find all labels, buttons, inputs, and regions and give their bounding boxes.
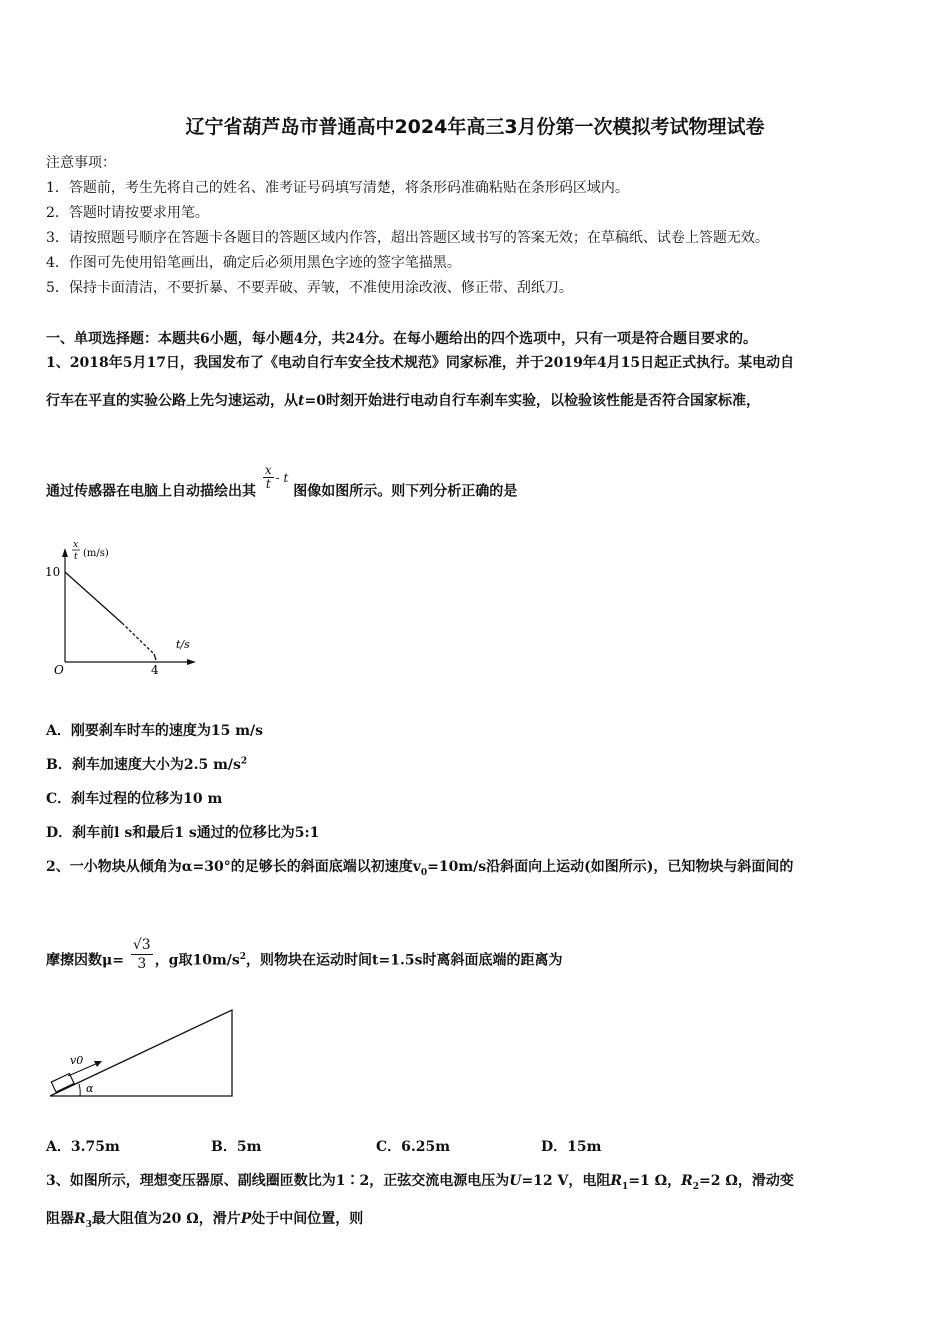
graph-line-dashed: [122, 623, 154, 654]
q3-text: =12 V，电阻: [521, 1173, 611, 1189]
q2-option-d: D．15m: [541, 1139, 602, 1155]
option-text: B．刹车加速度大小为2.5 m/s: [46, 757, 241, 773]
fraction-numerator: x: [264, 463, 272, 477]
q2-text: ，则物块在运动时间t=1.5s时离斜面底端的距离为: [246, 952, 563, 969]
q1-stem-line3: [46, 463, 518, 505]
q1-stem-line2: [46, 390, 760, 410]
origin-label: O: [54, 663, 64, 677]
y-tick-label: 10: [45, 565, 61, 579]
q3-stem-line2: [46, 1208, 363, 1230]
q2-fraction: [131, 936, 153, 973]
option-sup: 2: [240, 756, 248, 767]
block: [51, 1074, 74, 1092]
q1-option-a: A．刚要刹车时车的速度为15 m/s: [46, 723, 264, 739]
q1-var-t: t: [298, 393, 305, 409]
angle-arc: [79, 1084, 80, 1096]
q1-frac-tail: - t: [275, 470, 289, 485]
q3-text: =2 Ω，滑动变: [699, 1173, 794, 1189]
note-item: 3．请按照题号顺序在答题卡各题目的答题区域内作答，超出答题区域书写的答案无效；在草稿纸、试卷上答题无效。: [46, 230, 769, 246]
q1-option-c: C．刹车过程的位移为10 m: [46, 791, 223, 807]
note-item: 2．答题时请按要求用笔。: [46, 205, 209, 221]
q3-text: 阻器: [46, 1211, 74, 1227]
q2-options: [46, 1136, 601, 1156]
x-axis-arrow: [187, 659, 196, 665]
q1-text: 通过传感器在电脑上自动描绘出其: [46, 483, 256, 500]
section-heading: 一、单项选择题：本题共6小题，每小题4分，共24分。在每小题给出的四个选项中，只有一项是符合题目要求的。: [46, 331, 757, 347]
q1-text: 行车在平直的实验公路上先匀速运动，从: [46, 393, 298, 409]
q3-stem-line1: [46, 1170, 794, 1192]
q3-var: R: [610, 1173, 623, 1189]
q1-fraction: [263, 464, 274, 491]
q3-var: P: [240, 1211, 252, 1227]
q1-option-d: D．刹车前l s和最后1 s通过的位移比为5:1: [46, 825, 320, 841]
graph-line-end: [154, 654, 156, 660]
q2-incline-figure: [46, 1004, 241, 1104]
q3-var: U: [509, 1173, 522, 1189]
q3-text: 处于中间位置，则: [251, 1211, 364, 1227]
q2-stem-line1: [46, 856, 793, 878]
q1-text: 图像如图所示。则下列分析正确的是: [293, 483, 518, 500]
y-label-den: t: [74, 552, 78, 562]
q2-option-a: A．3.75m: [46, 1139, 120, 1155]
y-axis-arrow: [62, 548, 68, 557]
y-unit: (m/s): [83, 548, 109, 559]
q2-text: 2、一小物块从倾角为α=30°的足够长的斜面底端以初速度v: [46, 859, 421, 875]
q2-sup: 2: [239, 951, 247, 962]
q2-stem-line2: [46, 937, 563, 979]
q1-text: =0时刻开始进行电动自行车刹车实验，以检验该性能是否符合国家标准，: [304, 393, 760, 409]
q1-option-b: [46, 754, 247, 774]
incline-triangle: [50, 1010, 232, 1096]
q1-graph: [40, 536, 210, 681]
note-item: 1．答题前，考生先将自己的姓名、准考证号码填写清楚，将条形码准确粘贴在条形码区域内。: [46, 180, 629, 196]
x-axis-label: t/s: [176, 638, 190, 651]
notes-heading: 注意事项：: [46, 155, 116, 171]
q3-sub: 3: [85, 1219, 92, 1230]
q2-sub: 0: [420, 867, 428, 878]
q3-sub: 2: [692, 1181, 700, 1192]
page-title: 辽宁省葫芦岛市普通高中2024年高三3月份第一次模拟考试物理试卷: [185, 116, 765, 138]
fraction-denominator: t: [265, 477, 271, 491]
note-item: 5．保持卡面清洁，不要折暴、不要弄破、弄皱，不准使用涂改液、修正带、刮纸刀。: [46, 280, 573, 296]
y-label-num: x: [73, 540, 79, 550]
fraction-numerator: √3: [132, 937, 151, 953]
q2-option-b: B．5m: [211, 1139, 262, 1155]
graph-line-solid: [65, 572, 122, 623]
block-rect: [51, 1074, 74, 1092]
q3-text: 最大阻值为20 Ω，滑片: [91, 1211, 241, 1227]
velocity-label: v0: [70, 1054, 84, 1067]
q2-text: =10m/s沿斜面向上运动(如图所示)，已知物块与斜面间的: [427, 859, 794, 875]
q3-var: R: [681, 1173, 693, 1189]
q2-text: 摩擦因数μ=: [46, 952, 124, 969]
q3-var: R: [74, 1211, 86, 1227]
note-item: 4．作图可先使用铅笔画出，确定后必须用黑色字迹的签字笔描黑。: [46, 255, 461, 271]
q3-text: 3、如图所示，理想变压器原、副线圈匝数比为1∶2，正弦交流电源电压为: [46, 1173, 510, 1189]
q2-text: ，g取10m/s: [154, 952, 240, 969]
q2-option-c: C．6.25m: [376, 1139, 451, 1155]
q3-text: =1 Ω，: [628, 1173, 682, 1189]
fraction-denominator: 3: [137, 956, 147, 972]
q1-stem-line1: 1、2018年5月17日，我国发布了《电动自行车安全技术规范》同家标准，并于2019年4月15日起正式执行。某电动自: [46, 355, 795, 371]
x-tick-label: 4: [151, 663, 159, 677]
q3-sub: 1: [622, 1181, 629, 1192]
angle-label: α: [86, 1082, 94, 1095]
